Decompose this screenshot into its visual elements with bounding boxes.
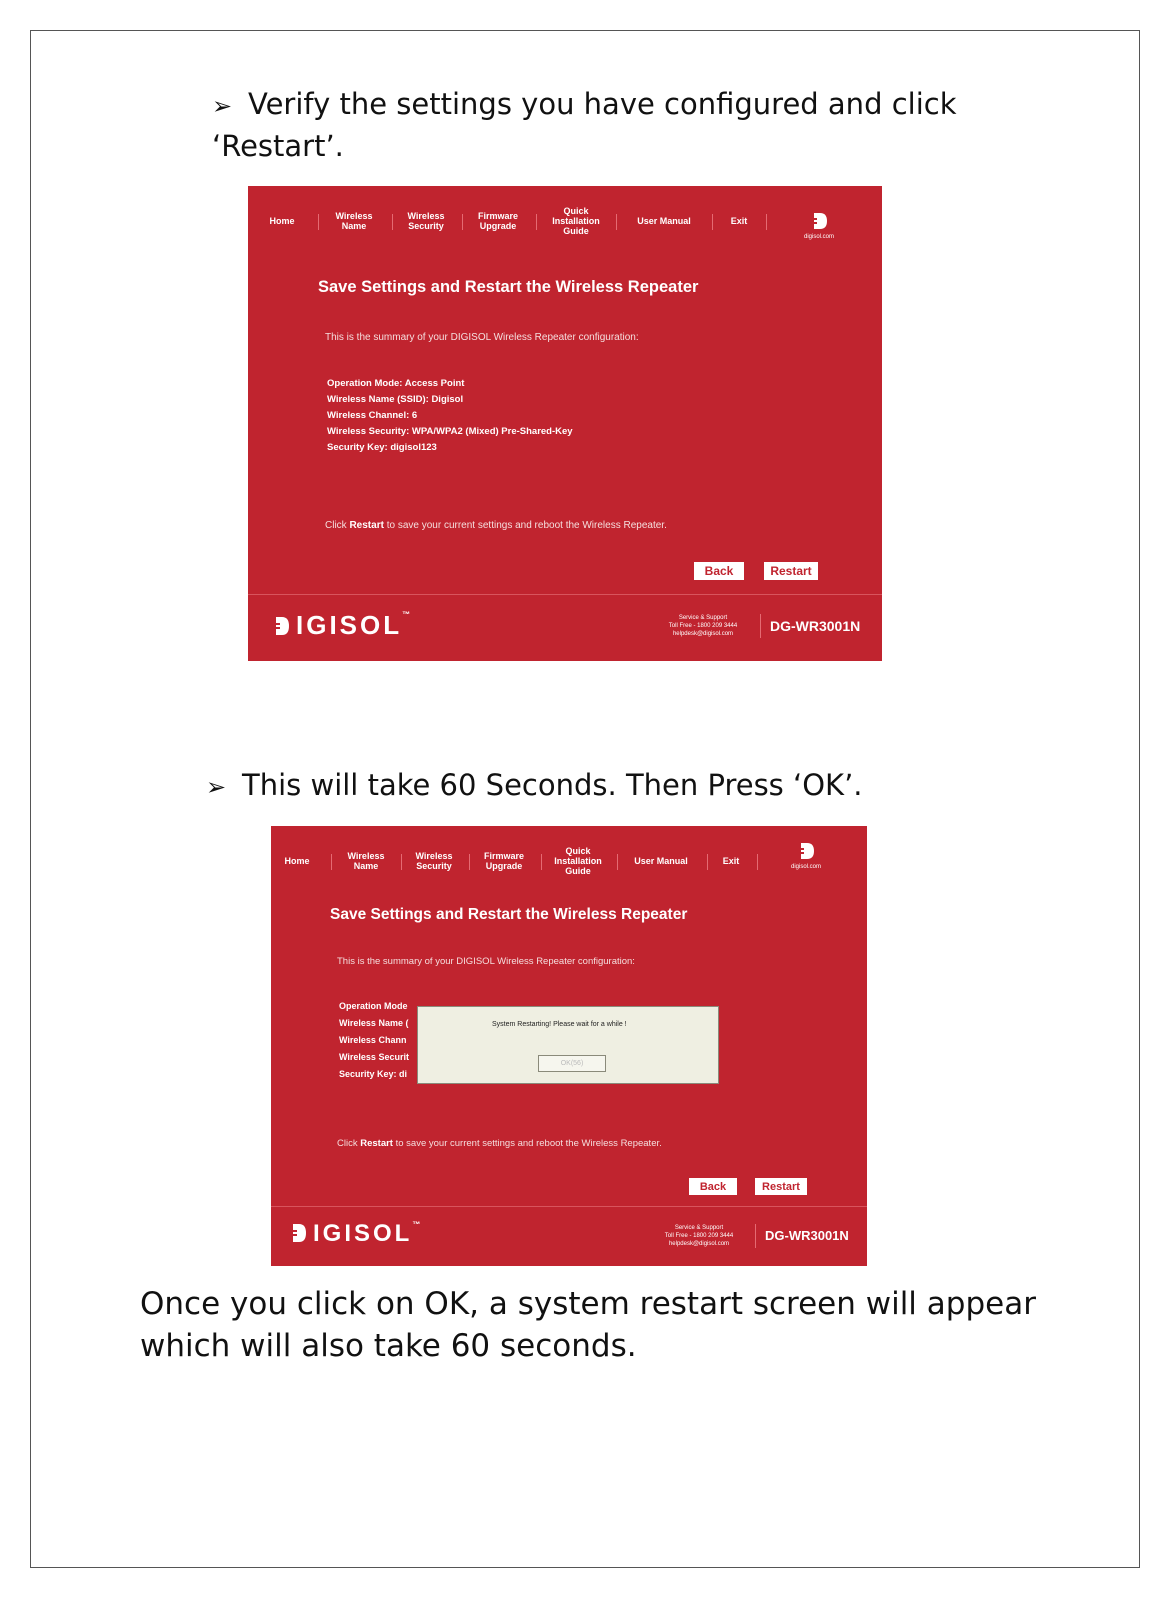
screenshot-save-settings [248, 186, 882, 661]
brand-url[interactable]: digisol.com [804, 234, 835, 240]
back-button[interactable]: Back [694, 562, 744, 580]
instruction-step-1: ➢ Verify the settings you have configured and click ‘Restart’. [212, 87, 957, 163]
bullet-arrow-icon: ➢ [212, 92, 233, 120]
brand-url[interactable]: digisol.com [791, 864, 822, 870]
config-ssid: Wireless Name ( [339, 1018, 409, 1028]
nav-wireless-security[interactable]: Wireless Security [407, 211, 445, 231]
nav-user-manual[interactable]: User Manual [637, 216, 691, 226]
config-security: Wireless Security: WPA/WPA2 (Mixed) Pre-Shared-Key [327, 426, 573, 437]
page-title: Save Settings and Restart the Wireless Repeater [330, 906, 688, 923]
config-ssid: Wireless Name (SSID): Digisol [327, 394, 464, 405]
model-number: DG-WR3001N [765, 1228, 849, 1243]
config-channel: Wireless Channel: 6 [327, 410, 418, 421]
support-email[interactable]: helpdesk@digisol.com [672, 631, 734, 637]
nav-home[interactable]: Home [284, 856, 310, 866]
restart-button[interactable]: Restart [764, 562, 818, 580]
digisol-brand-icon [799, 842, 815, 860]
nav-home[interactable]: Home [269, 216, 295, 226]
config-operation-mode: Operation Mode: Access Point [327, 378, 465, 389]
model-number: DG-WR3001N [770, 618, 861, 634]
config-summary [339, 998, 409, 1083]
nav-wireless-name[interactable]: Wireless Name [347, 851, 385, 871]
dialog-message: System Restarting! Please wait for a while ! [492, 1021, 627, 1028]
config-security: Wireless Securit [339, 1052, 409, 1062]
config-operation-mode: Operation Mode [339, 1001, 408, 1011]
support-email[interactable]: helpdesk@digisol.com [668, 1241, 730, 1247]
footer-divider [248, 594, 882, 595]
summary-text: This is the summary of your DIGISOL Wireless Repeater configuration: [337, 956, 635, 967]
top-navigation [248, 186, 882, 256]
nav-wireless-security[interactable]: Wireless Security [415, 851, 453, 871]
restart-hint: Click Restart to save your current settings and reboot the Wireless Repeater. [337, 1138, 662, 1149]
instruction-step-2: ➢ This will take 60 Seconds. Then Press ‘OK’. [206, 765, 966, 807]
config-security-key: Security Key: digisol123 [327, 442, 437, 453]
nav-quick-installation-guide[interactable]: Quick Installation Guide [554, 846, 602, 876]
nav-exit[interactable]: Exit [730, 216, 748, 226]
config-channel: Wireless Chann [339, 1035, 407, 1045]
page-title: Save Settings and Restart the Wireless Repeater [318, 278, 699, 296]
config-security-key: Security Key: di [339, 1069, 408, 1079]
service-support: Service & Support Toll Free - 1800 209 3444 helpdesk@digisol.com [647, 1224, 751, 1248]
nav-exit[interactable]: Exit [722, 856, 740, 866]
top-navigation [271, 826, 867, 896]
bullet-arrow-icon: ➢ [206, 773, 227, 801]
footer-divider [271, 1206, 867, 1207]
digisol-brand-icon [812, 212, 828, 230]
digisol-logo-icon [291, 1223, 307, 1243]
nav-user-manual[interactable]: User Manual [634, 856, 688, 866]
restart-button[interactable]: Restart [755, 1178, 807, 1195]
digisol-logo-icon [274, 616, 290, 636]
restart-dialog [417, 1006, 719, 1084]
summary-text: This is the summary of your DIGISOL Wireless Repeater configuration: [325, 332, 639, 343]
nav-firmware-upgrade[interactable]: Firmware Upgrade [483, 851, 525, 871]
screenshot-restarting [271, 826, 867, 1266]
back-button[interactable]: Back [689, 1178, 737, 1195]
digisol-logo: IGISOL™ [291, 1220, 420, 1248]
nav-wireless-name[interactable]: Wireless Name [335, 211, 373, 231]
dialog-ok-button[interactable]: OK(56) [538, 1055, 606, 1072]
closing-paragraph: Once you click on OK, a system restart screen will appear which will also take 60 seconds. [140, 1286, 1036, 1364]
nav-firmware-upgrade[interactable]: Firmware Upgrade [477, 211, 519, 231]
digisol-logo: IGISOL™ [274, 610, 410, 641]
nav-quick-installation-guide[interactable]: Quick Installation Guide [552, 206, 600, 236]
config-summary [327, 376, 573, 456]
service-support: Service & Support Toll Free - 1800 209 3444 helpdesk@digisol.com [648, 614, 758, 638]
restart-hint: Click Restart to save your current settings and reboot the Wireless Repeater. [325, 520, 667, 531]
